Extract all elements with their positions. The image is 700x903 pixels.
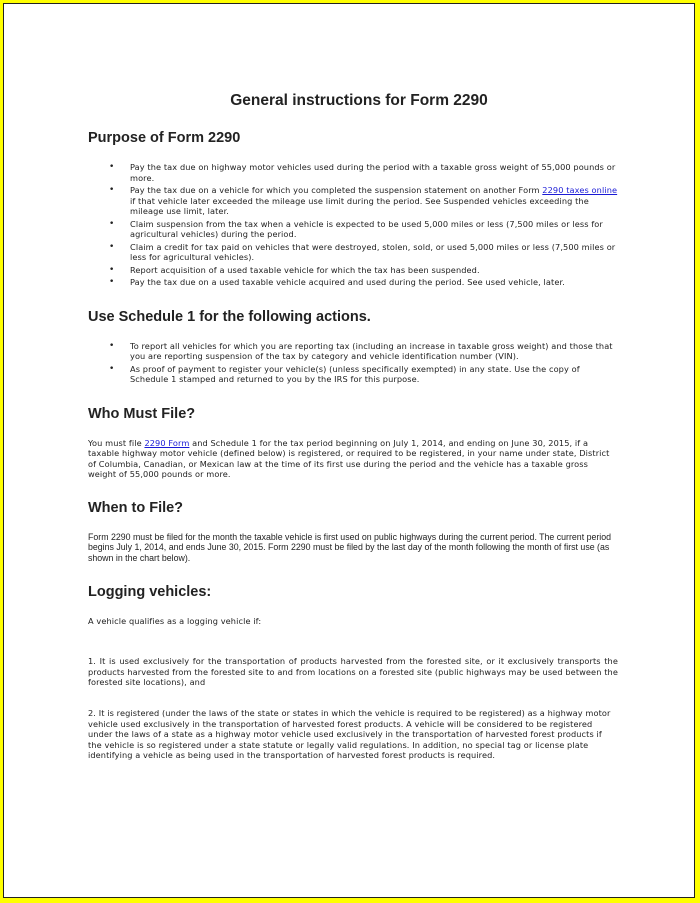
bullet-icon: •	[109, 277, 115, 287]
list-item-text: Pay the tax due on a used taxable vehicle acquired and used during the period. See used vehicle, later.	[130, 277, 565, 287]
logging-point-1: 1. It is used exclusively for the transportation of products harvested from the forested site, or it exclusively transports the products harvested from the forested site to and from locations on a forested site (public highways may be used between the forested site locations), and	[88, 656, 618, 688]
bullet-icon: •	[109, 218, 115, 229]
bullet-icon: •	[109, 264, 115, 275]
document-content	[88, 92, 618, 781]
when-to-file-heading: When to File?	[88, 499, 184, 516]
logging-heading: Logging vehicles:	[88, 583, 212, 600]
purpose-list	[88, 162, 618, 288]
document-page	[3, 3, 695, 898]
list-item-text: Claim suspension from the tax when a vehicle is expected to be used 5,000 miles or less (7,500 miles or less for agricultural vehicles) during the period.	[130, 218, 603, 239]
bullet-icon: •	[109, 340, 115, 351]
list-item	[88, 219, 618, 240]
paragraph-text: You must file	[88, 437, 145, 448]
bullet-icon: •	[109, 363, 115, 374]
list-item	[88, 162, 618, 183]
list-item-text: Pay the tax due on a vehicle for which you completed the suspension statement on another Form	[130, 185, 543, 195]
schedule1-list	[88, 341, 618, 385]
bullet-icon: •	[109, 162, 115, 172]
form-2290-link[interactable]: 2290 Form	[144, 437, 190, 448]
list-item	[88, 364, 618, 385]
when-to-file-paragraph: Form 2290 must be filed for the month the taxable vehicle is first used on public highways during the current period. The current period begins July 1, 2014, and ends June 30, 2015. Form 2290 must be filed by the last day of the month following the month of first use (as shown in the chart below).	[88, 531, 612, 564]
list-item-text: Report acquisition of a used taxable vehicle for which the tax has been suspended.	[130, 264, 480, 275]
list-item	[88, 341, 618, 362]
taxes-online-link[interactable]: 2290 taxes online	[542, 185, 618, 195]
bullet-icon: •	[109, 185, 115, 195]
list-item-text: To report all vehicles for which you are reporting tax (including an increase in taxable gross weight) and those that you are reporting suspension of the tax by category and vehicle identification number (VIN).	[130, 340, 613, 361]
list-item	[88, 185, 618, 217]
schedule1-heading: Use Schedule 1 for the following actions.	[88, 308, 371, 325]
list-item	[88, 265, 618, 276]
purpose-heading: Purpose of Form 2290	[88, 130, 241, 146]
list-item-text: Pay the tax due on highway motor vehicles used during the period with a taxable gross weight of 55,000 pounds or more.	[130, 162, 616, 183]
bullet-icon: •	[109, 241, 115, 252]
logging-point-2: 2. It is registered (under the laws of the state or states in which the vehicle is required to be registered) as a highway motor vehicle used exclusively in the transportation of harvested forest products. A vehicle will be considered to be registered under the laws of a state as a highway motor vehicle used exclusively in the transportation of harvested forest products if the vehicle is so registered under a state statute or legally valid regulations. In addition, no special tag or license plate identifying a vehicle as being used in the transportation of harvested forest products is required.	[88, 708, 611, 761]
list-item-text: As proof of payment to register your vehicle(s) (unless specifically exempted) in any state. Use the copy of Schedule 1 stamped and returned to you by the IRS for this purpose.	[130, 363, 580, 384]
who-must-file-paragraph	[88, 438, 618, 480]
list-item	[88, 242, 618, 263]
logging-intro: A vehicle qualifies as a logging vehicle if:	[88, 615, 262, 626]
document-title: General instructions for Form 2290	[230, 92, 488, 109]
paragraph-text: and Schedule 1 for the tax period beginning on July 1, 2014, and ending on June 30, 2015, if a taxable highway motor vehicle (defined below) is registered, or required to be registered, in your name under state, District of Columbia, Canadian, or Mexican law at the time of its first use during the period and the vehicle has a taxable gross weight of 55,000 pounds or more.	[88, 437, 610, 480]
list-item-text: Claim a credit for tax paid on vehicles that were destroyed, stolen, sold, or used 5,000 miles or less (7,500 miles or less for agricultural vehicles).	[130, 241, 616, 262]
list-item-text: if that vehicle later exceeded the mileage use limit during the period. See Suspended vehicles exceeding the mileage use limit, later.	[130, 195, 589, 216]
who-must-file-heading: Who Must File?	[88, 405, 196, 422]
list-item	[88, 277, 618, 288]
